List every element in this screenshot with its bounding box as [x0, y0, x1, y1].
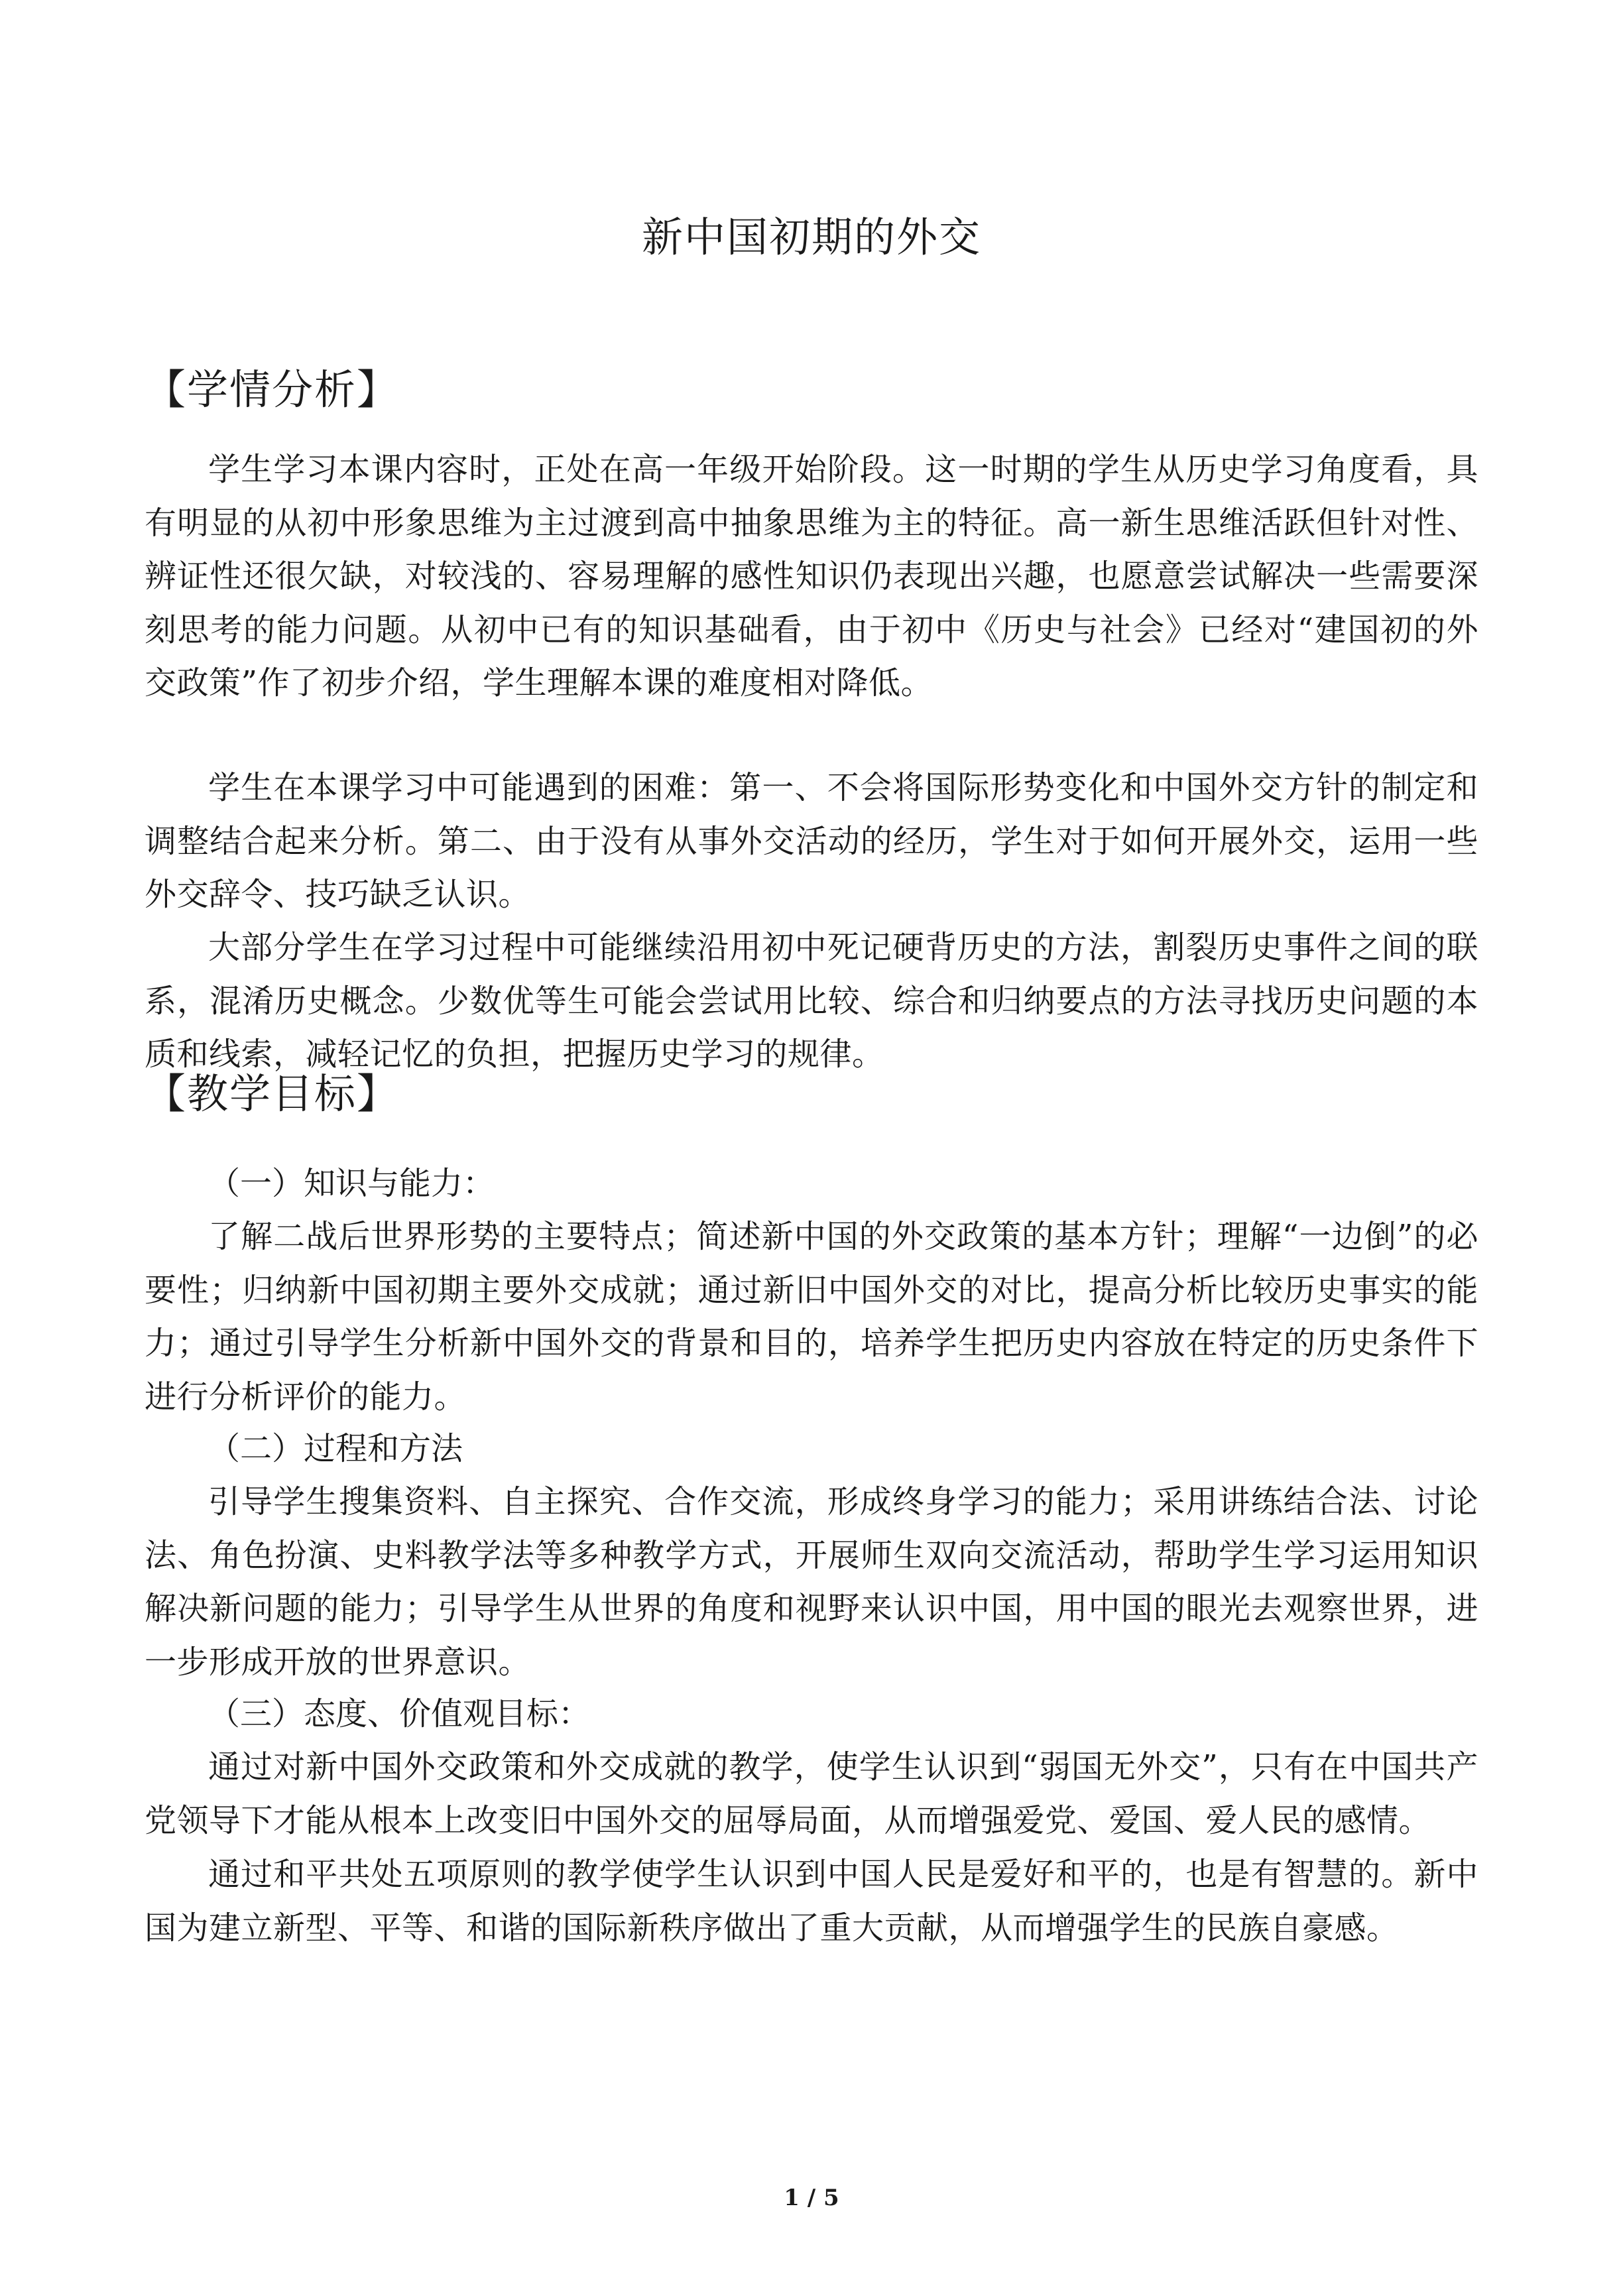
paragraph-learning-analysis-2: 学生在本课学习中可能遇到的困难：第一、不会将国际形势变化和中国外交方针的制定和调整结合起来分析。第二、由于没有从事外交活动的经历，学生对于如何开展外交，运用一些外交辞令、技巧缺乏认识。 — [145, 769, 1478, 913]
paragraph-process-method: 引导学生搜集资料、自主探究、合作交流，形成终身学习的能力；采用讲练结合法、讨论法、角色扮演、史料教学法等多种教学方式，开展师生双向交流活动，帮助学生学习运用知识解决新问题的能力；引导学生从世界的角度和视野来认识中国，用中国的眼光去观察世界，进一步形成开放的世界意识。 — [145, 1483, 1478, 1681]
paragraph-attitude-values-1: 通过对新中国外交政策和外交成就的教学，使学生认识到“弱国无外交”，只有在中国共产党领导下才能从根本上改变旧中国外交的屈辱局面，从而增强爱党、爱国、爱人民的感情。 — [145, 1748, 1478, 1839]
section-heading-learning-analysis: 【学情分析】 — [145, 365, 400, 414]
page-number: 1 / 5 — [784, 2185, 839, 2211]
subheading-attitude-values: （三）态度、价值观目标： — [208, 1695, 591, 1732]
subheading-process-method: （二）过程和方法 — [208, 1430, 463, 1467]
paragraph-attitude-values-2: 通过和平共处五项原则的教学使学生认识到中国人民是爱好和平的，也是有智慧的。新中国为建立新型、平等、和谐的国际新秩序做出了重大贡献，从而增强学生的民族自豪感。 — [145, 1856, 1478, 1947]
subheading-knowledge-ability: （一）知识与能力： — [208, 1165, 495, 1202]
paragraph-learning-analysis-1: 学生学习本课内容时，正处在高一年级开始阶段。这一时期的学生从历史学习角度看，具有明显的从初中形象思维为主过渡到高中抽象思维为主的特征。高一新生思维活跃但针对性、辨证性还很欠缺，对较浅的、容易理解的感性知识仍表现出兴趣，也愿意尝试解决一些需要深刻思考的能力问题。从初中已有的知识基础看，由于初中《历史与社会》已经对“建国初的外交政策”作了初步介绍，学生理解本课的难度相对降低。 — [145, 451, 1478, 701]
document-title: 新中国初期的外交 — [641, 213, 981, 261]
section-heading-teaching-goals: 【教学目标】 — [145, 1069, 400, 1118]
paragraph-knowledge-ability: 了解二战后世界形势的主要特点；简述新中国的外交政策的基本方针；理解“一边倒”的必要性；归纳新中国初期主要外交成就；通过新旧中国外交的对比，提高分析比较历史事实的能力；通过引导学生分析新中国外交的背景和目的，培养学生把历史内容放在特定的历史条件下进行分析评价的能力。 — [145, 1218, 1478, 1416]
paragraph-learning-analysis-3: 大部分学生在学习过程中可能继续沿用初中死记硬背历史的方法，割裂历史事件之间的联系，混淆历史概念。少数优等生可能会尝试用比较、综合和归纳要点的方法寻找历史问题的本质和线索，减轻记忆的负担，把握历史学习的规律。 — [145, 929, 1478, 1073]
